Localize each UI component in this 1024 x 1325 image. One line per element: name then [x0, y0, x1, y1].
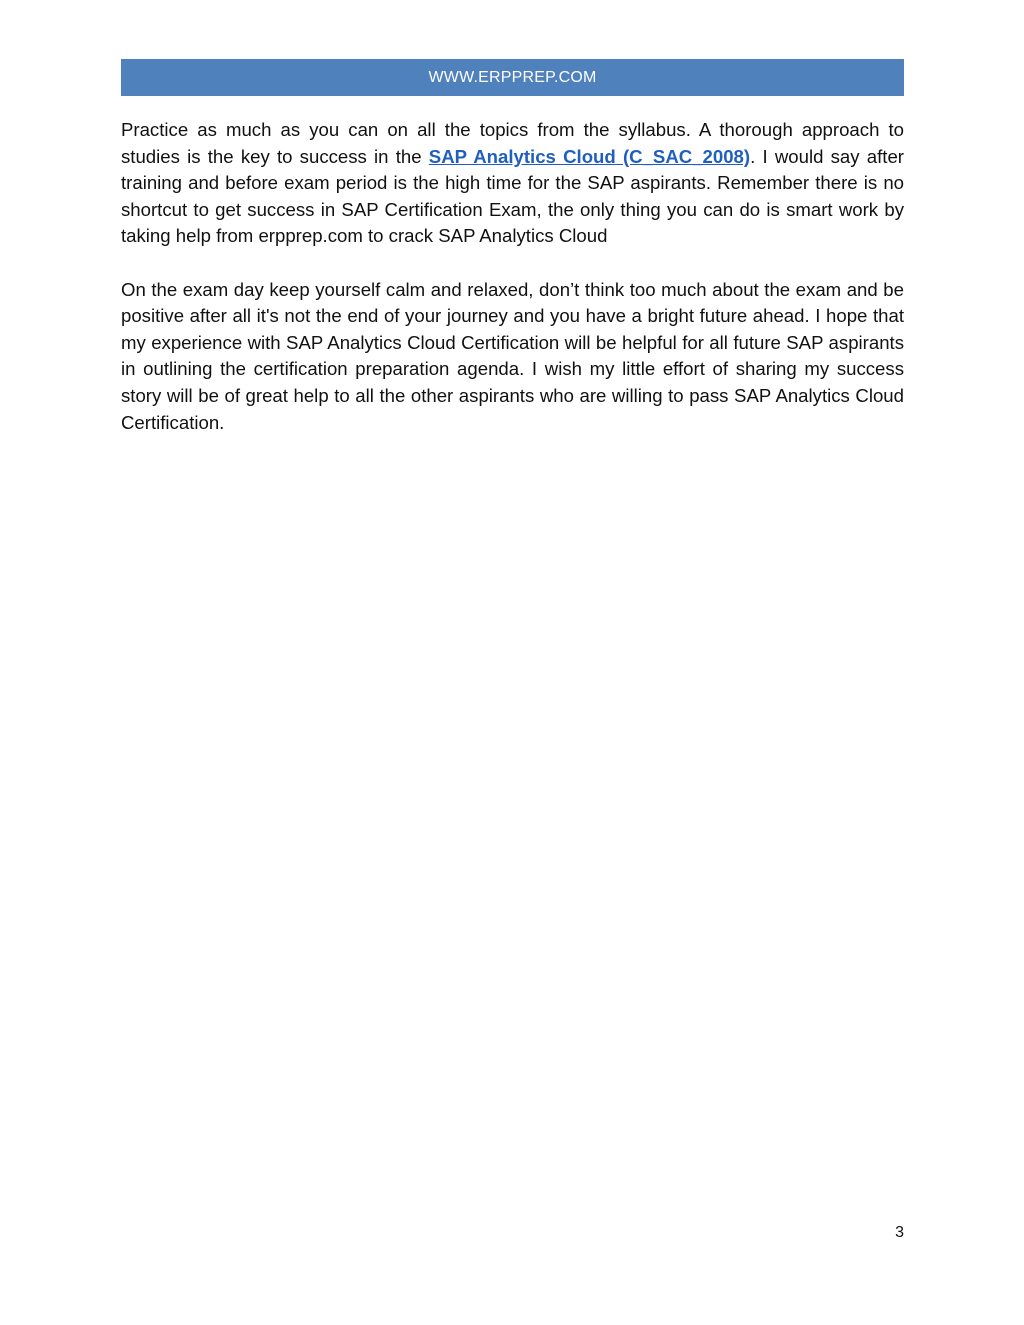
paragraph-exam-day: On the exam day keep yourself calm and relaxed, don’t think too much about the exam and be positive after all it's not the end of your journey and you have a bright future ahead. I hope that my experience with SAP Analytics Cloud Certification will be helpful for all future SAP aspirants in outlining the certification preparation agenda. I wish my little effort of sharing my success story will be of great help to all the other aspirants who are willing to pass SAP Analytics Cloud Certification.: [121, 278, 904, 433]
paragraph-text: Practice as much as you can on all the topics from the syllabus. A thorough approach to studies is the key to success in the: [121, 119, 904, 167]
header-bar: [121, 59, 904, 96]
exam-link[interactable]: SAP Analytics Cloud (C_SAC_2008): [428, 145, 751, 167]
page-number: 3: [895, 1224, 904, 1241]
paragraph-text: . I would say after training and before exam period is the high time for the SAP aspirants. Remember there is no shortcut to get success in SAP Certification Exam, the only thing you can do is smart work by taking help from erpprep.com to crack SAP Analytics Cloud: [121, 145, 904, 247]
site-label: WWW.ERPPREP.COM: [428, 68, 597, 86]
document-body: [121, 117, 904, 436]
paragraph-practice: [121, 117, 904, 250]
